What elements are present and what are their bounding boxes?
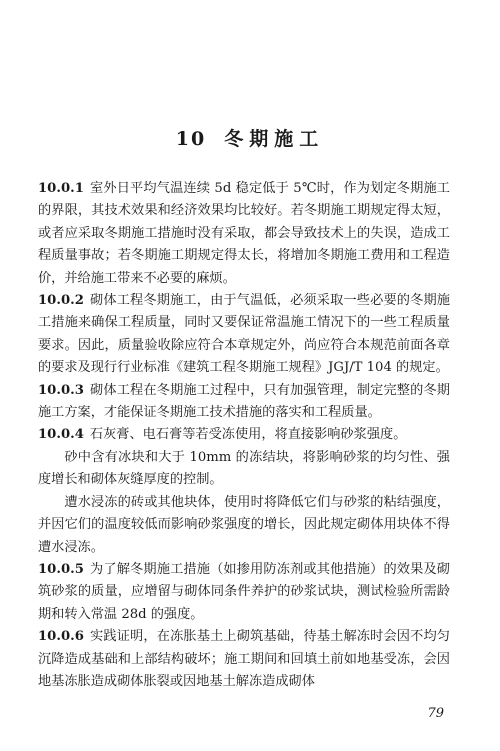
continuation-paragraph: 遭水浸冻的砖或其他块体，使用时将降低它们与砂浆的粘结强度，并因它们的温度较低而影响砂浆强度的增长，因此规定砌体用块体不得遭水浸冻。 (38, 494, 450, 555)
chapter-number: 10 (175, 128, 207, 150)
page-number: 79 (427, 706, 444, 721)
chapter-title-text: 冬期施工 (224, 128, 325, 150)
paragraph-text: 实践证明，在冻胀基土上砌筑基础，待基土解冻时会因不均匀沉降造成基础和上部结构破坏；施工期间和回填土前如地基受冻，会因地基冻胀造成砌体胀裂或因地基土解冻造成砌体 (38, 629, 450, 689)
clause-number: 10.0.5 (38, 561, 84, 577)
clause-paragraph (38, 559, 450, 626)
clause-number: 10.0.3 (38, 382, 84, 398)
paragraph-text: 砌体工程冬期施工，由于气温低，必须采取一些必要的冬期施工措施来确保工程质量，同时又要保证常温施工情况下的一些工程质量要求。因此，质量验收除应符合本章规定外，尚应符合本规范前面各章的要求及现行行业标准《建筑工程冬期施工规程》JGJ/T 104 的规定。 (38, 293, 450, 376)
paragraph-text: 室外日平均气温连续 5d 稳定低于 5℃时，作为划定冬期施工的界限，其技术效果和经济效果均比较好。若冬期施工期规定得太短，或者应采取冬期施工措施时没有采取，都会导致技术上的失误，造成工程质量事故；若冬期施工期规定得太长，将增加冬期施工费用和工程造价，并给施工带来不必要的麻烦。 (38, 181, 450, 286)
clause-paragraph (38, 424, 450, 446)
continuation-paragraph: 砂中含有冰块和大于 10mm 的冻结块，将影响砂浆的均匀性、强度增长和砌体灰缝厚度的控制。 (38, 449, 450, 488)
clause-number: 10.0.2 (38, 293, 84, 309)
clause-number: 10.0.1 (38, 181, 84, 196)
clause-number: 10.0.4 (38, 427, 84, 443)
clause-number: 10.0.6 (38, 629, 84, 645)
document-body (38, 178, 450, 693)
clause-paragraph (38, 380, 450, 425)
clause-paragraph (38, 178, 450, 290)
paragraph-text: 砌体工程在冬期施工过程中，只有加强管理，制定完整的冬期施工方案，才能保证冬期施工技术措施的落实和工程质量。 (38, 382, 450, 421)
clause-paragraph (38, 626, 450, 693)
paragraph-text: 为了解冬期施工措施（如掺用防冻剂或其他措施）的效果及砌筑砂浆的质量，应增留与砌体同条件养护的砂浆试块，测试检验所需龄期和转入常温 28d 的强度。 (38, 561, 450, 622)
chapter-title (0, 124, 500, 151)
clause-paragraph (38, 290, 450, 380)
paragraph-text: 石灰膏、电石膏等若受冻使用，将直接影响砂浆强度。 (89, 427, 407, 443)
